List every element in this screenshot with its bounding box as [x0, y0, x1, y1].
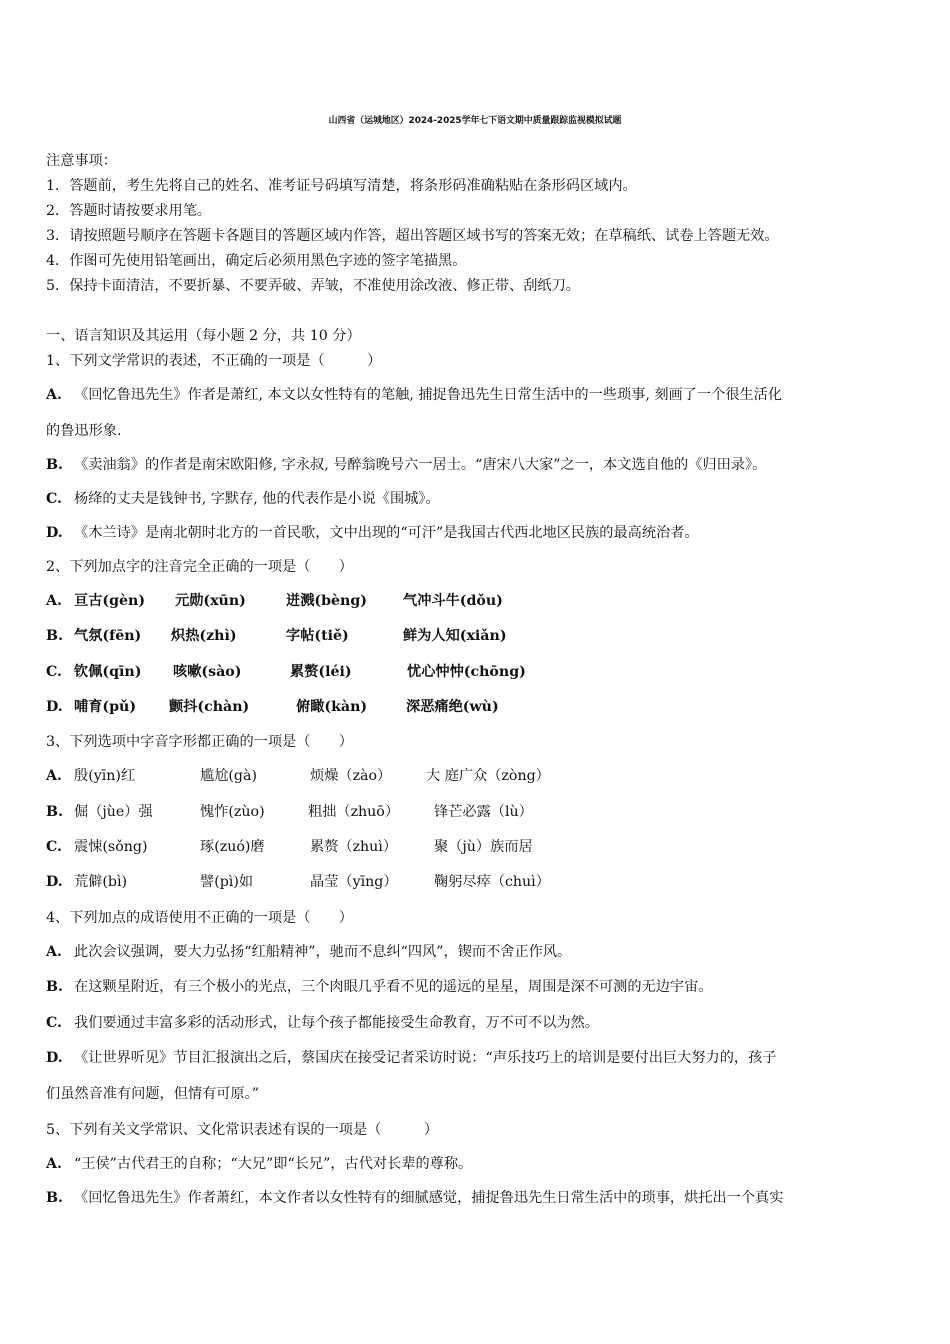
option-letter: A. [46, 944, 62, 960]
pinyin-item: 琢(zuó)磨 [200, 839, 265, 855]
pinyin-item: 震悚(sǒng) [74, 839, 148, 855]
option-a-continued: 的鲁迅形象. [46, 423, 122, 439]
pinyin-item: 愧怍(zùo) [200, 804, 265, 820]
option-text: 《卖油翁》的作者是南宋欧阳修, 字永叔, 号醉翁晚号六一居士。“唐宋八大家”之一，本文选自他的《归田录》。 [74, 457, 767, 473]
option-letter: C. [46, 1015, 62, 1031]
option-letter: B. [46, 628, 63, 644]
pinyin-item: 字帖(tiě) [286, 628, 349, 644]
option-text: 此次会议强调，要大力弘扬“红船精神”，驰而不息纠“四风”，锲而不舍正作风。 [74, 944, 572, 960]
pinyin-item: 元勋(xūn) [175, 593, 246, 609]
option-letter: A. [46, 768, 62, 784]
option-b [46, 455, 766, 475]
pinyin-item: 气氛(fēn) [74, 628, 142, 644]
pinyin-item: 譬(pì)如 [200, 874, 254, 890]
notice-item: 5．保持卡面清洁，不要折暴、不要弄破、弄皱，不准使用涂改液、修正带、刮纸刀。 [46, 278, 580, 294]
option-letter: D. [46, 874, 63, 890]
option-a [46, 942, 571, 962]
option-letter: D. [46, 699, 63, 715]
pinyin-item: 尴尬(gà) [200, 768, 257, 784]
option-c [46, 1013, 599, 1033]
option-text: “王侯”古代君王的自称；“大兄”即“长兄”，古代对长辈的尊称。 [74, 1156, 473, 1172]
option-letter: C. [46, 491, 62, 507]
pinyin-item: 鲜为人知(xiǎn) [403, 628, 507, 644]
option-letter: B. [46, 457, 63, 473]
option-letter: C. [46, 664, 62, 680]
pinyin-item: 晶莹（yīng） [310, 874, 398, 890]
option-text: 《回忆鲁迅先生》作者萧红，本文作者以女性特有的细腻感觉，捕捉鲁迅先生日常生活中的琐事，烘托出一个真实 [74, 1190, 784, 1206]
pinyin-item: 忧心忡忡(chōng) [407, 664, 526, 680]
option-a [46, 1154, 472, 1174]
option-text: 《回忆鲁迅先生》作者是萧红, 本文以女性特有的笔触, 捕捉鲁迅先生日常生活中的一些琐事, 刻画了一个很生活化 [74, 387, 783, 403]
option-letter: A. [46, 593, 62, 609]
option-text: 我们要通过丰富多彩的活动形式，让每个孩子都能接受生命教育，万不可不以为然。 [74, 1015, 599, 1031]
option-letter: D. [46, 1050, 63, 1066]
option-letter: A. [46, 387, 62, 403]
pinyin-item: 烦燥（zào） [310, 768, 392, 784]
question-stem: 1、下列文学常识的表述，不正确的一项是（ ） [46, 353, 382, 369]
pinyin-item: 钦佩(qīn) [74, 664, 142, 680]
notice-item: 1．答题前，考生先将自己的姓名、准考证号码填写清楚，将条形码准确粘贴在条形码区域内。 [46, 178, 637, 194]
option-text: 《让世界听见》节目汇报演出之后，蔡国庆在接受记者采访时说：“声乐技巧上的培训是要付出巨大努力的，孩子 [74, 1050, 777, 1066]
pinyin-item: 颤抖(chàn) [169, 699, 250, 715]
option-text: 《木兰诗》是南北朝时北方的一首民歌，文中出现的“可汗”是我国古代西北地区民族的最高统治者。 [74, 525, 699, 541]
option-letter: B. [46, 804, 63, 820]
pinyin-item: 亘古(gèn) [74, 593, 146, 609]
pinyin-item: 倔（jùe）强 [74, 804, 153, 820]
pinyin-item: 殷(yīn)红 [74, 768, 136, 784]
option-a [46, 385, 782, 405]
pinyin-item: 聚（jù）族而居 [434, 839, 533, 855]
option-d [46, 1048, 776, 1068]
option-text: 在这颗星附近，有三个极小的光点，三个肉眼几乎看不见的遥远的星星，周围是深不可测的无边宇宙。 [74, 979, 713, 995]
option-c [46, 489, 440, 509]
notice-item: 4．作图可先使用铅笔画出，确定后必须用黑色字迹的签字笔描黑。 [46, 253, 467, 269]
notice-item: 3．请按照题号顺序在答题卡各题目的答题区域内作答，超出答题区域书写的答案无效；在草稿纸、试卷上答题无效。 [46, 228, 779, 244]
pinyin-item: 气冲斗牛(dǒu) [403, 593, 503, 609]
pinyin-item: 哺育(pǔ) [74, 699, 137, 715]
question-stem: 2、下列加点字的注音完全正确的一项是（ ） [46, 559, 353, 575]
pinyin-item: 累赘（zhuì） [310, 839, 398, 855]
pinyin-item: 荒僻(bì) [74, 874, 128, 890]
option-letter: C. [46, 839, 62, 855]
pinyin-item: 俯瞰(kàn) [296, 699, 368, 715]
question-stem: 4、下列加点的成语使用不正确的一项是（ ） [46, 910, 353, 926]
option-b [46, 977, 712, 997]
option-letter: A. [46, 1156, 62, 1172]
notice-heading: 注意事项： [46, 153, 117, 169]
pinyin-item: 累赘(léi) [290, 664, 352, 680]
option-letter: D. [46, 525, 63, 541]
pinyin-item: 鞠躬尽瘁（chuì） [434, 874, 550, 890]
option-d [46, 523, 699, 543]
pinyin-item: 锋芒必露（lù） [434, 804, 533, 820]
pinyin-item: 大 庭广众（zòng） [426, 768, 550, 784]
option-b [46, 1188, 783, 1208]
section-heading: 一、语言知识及其运用（每小题 2 分，共 10 分） [46, 328, 361, 344]
option-letter: B. [46, 979, 63, 995]
pinyin-item: 咳嗽(sào) [173, 664, 242, 680]
pinyin-item: 粗拙（zhuō） [308, 804, 400, 820]
pinyin-item: 深恶痛绝(wù) [406, 699, 499, 715]
notice-item: 2．答题时请按要求用笔。 [46, 203, 212, 219]
pinyin-item: 炽热(zhì) [171, 628, 237, 644]
pinyin-item: 迸溅(bèng) [286, 593, 367, 609]
option-letter: B. [46, 1190, 63, 1206]
question-stem: 5、下列有关文学常识、文化常识表述有误的一项是（ ） [46, 1122, 439, 1138]
option-text: 杨绛的丈夫是钱钟书, 字默存, 他的代表作是小说《围城》。 [74, 491, 440, 507]
question-stem: 3、下列选项中字音字形都正确的一项是（ ） [46, 734, 353, 750]
option-d-continued: 们虽然音准有问题，但情有可原。” [46, 1086, 259, 1102]
page-title: 山西省（运城地区）2024-2025学年七下语文期中质量跟踪监视模拟试题 [328, 116, 622, 126]
